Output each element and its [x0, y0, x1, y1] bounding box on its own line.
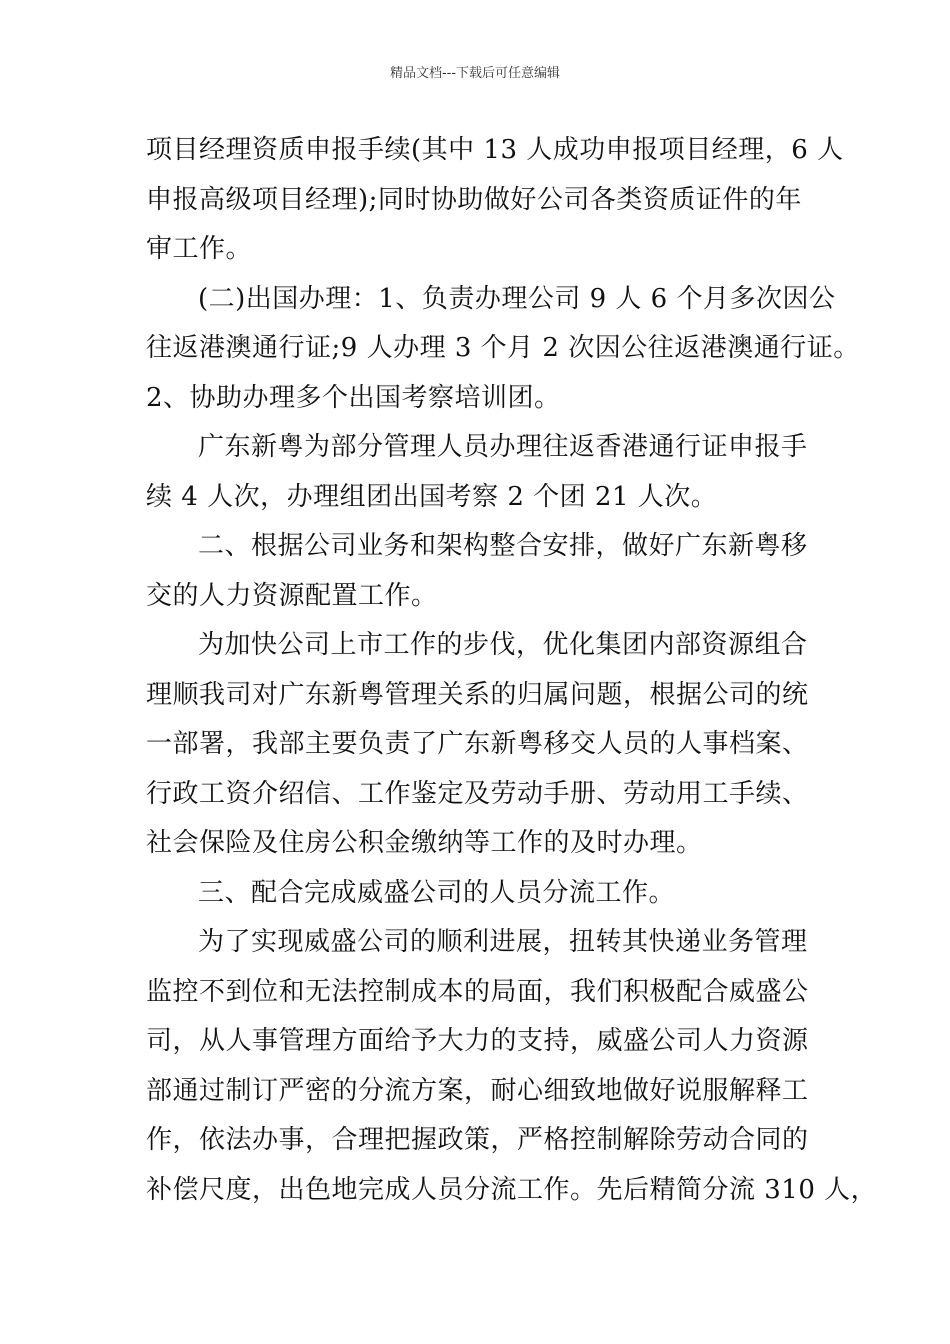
text-line: 2、协助办理多个出国考察培训团。 — [146, 382, 561, 413]
paragraph-start-line: 为了实现威盛公司的顺利进展，扭转其快递业务管理 — [198, 927, 808, 957]
text-line: 项目经理资质申报手续(其中 13 人成功申报项目经理，6 人 — [146, 135, 844, 165]
text-line: 申报高级项目经理);同时协助做好公司各类资质证件的年 — [146, 184, 802, 215]
text-line: 社会保险及住房公积金缴纳等工作的及时办理。 — [146, 828, 703, 858]
text-line: 理顺我司对广东新粤管理关系的归属问题，根据公司的统 — [146, 679, 809, 710]
text-line: 司，从人事管理方面给予大力的支持，威盛公司人力资源 — [146, 1026, 809, 1056]
section-heading-line: 三、配合完成威盛公司的人员分流工作。 — [198, 877, 676, 908]
text-line: 监控不到位和无法控制成本的局面，我们积极配合威盛公 — [146, 976, 809, 1007]
text-line: 部通过制订严密的分流方案，耐心细致地做好说服解释工 — [146, 1075, 809, 1106]
text-line: 一部署，我部主要负责了广东新粤移交人员的人事档案、 — [146, 729, 809, 759]
section-heading-line: 二、根据公司业务和架构整合安排，做好广东新粤移 — [198, 531, 808, 561]
document-body — [146, 126, 878, 1215]
text-line: 审工作。 — [146, 234, 253, 264]
paragraph-start-line: 为加快公司上市工作的步伐，优化集团内部资源组合 — [198, 630, 808, 660]
paragraph-start-line: 广东新粤为部分管理人员办理往返香港通行证申报手 — [198, 432, 808, 462]
text-line: 补偿尺度，出色地完成人员分流工作。先后精简分流 310 人， — [146, 1174, 878, 1205]
text-line: 行政工资介绍信、工作鉴定及劳动手册、劳动用工手续、 — [146, 778, 809, 809]
paragraph-start-line: (二)出国办理：1、负责办理公司 9 人 6 个月多次因公 — [198, 283, 836, 314]
text-line: 往返港澳通行证;9 人办理 3 个月 2 次因公往返港澳通行证。 — [146, 333, 860, 363]
text-line: 作，依法办事，合理把握政策，严格控制解除劳动合同的 — [146, 1125, 809, 1155]
text-line: 续 4 人次，办理组团出国考察 2 个团 21 人次。 — [146, 481, 718, 512]
text-line: 交的人力资源配置工作。 — [146, 580, 438, 611]
page-header: 精品文档---下载后可任意编辑 — [389, 66, 561, 81]
